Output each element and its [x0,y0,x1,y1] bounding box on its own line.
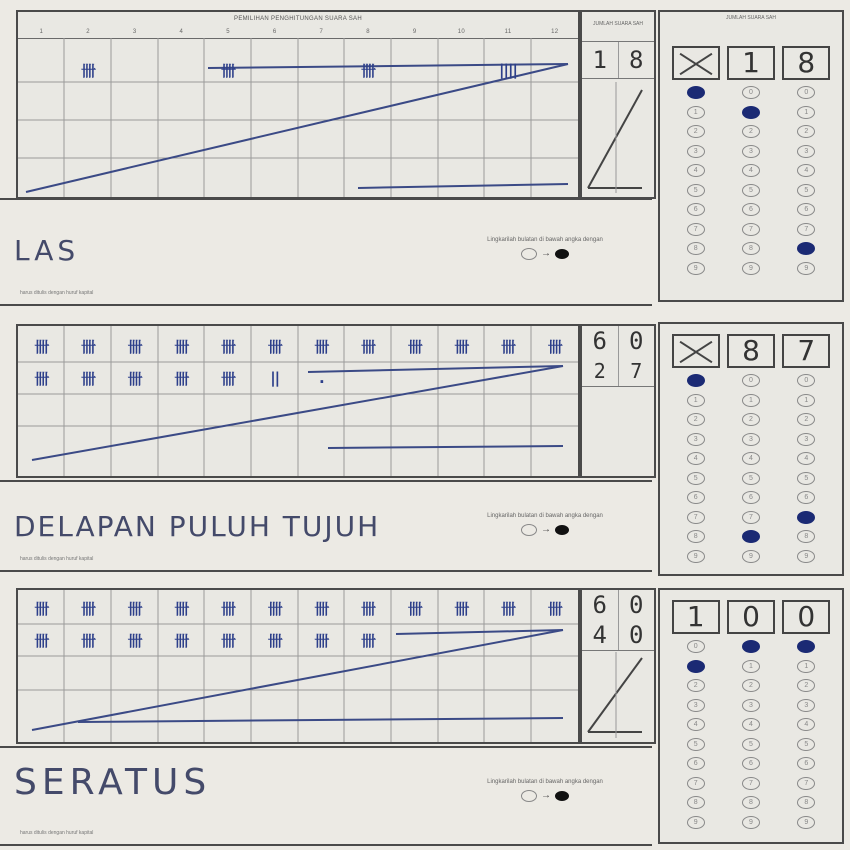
tally-cell [18,594,65,622]
tally-line-1 [18,332,578,360]
tally-mark: 卌 [547,337,562,356]
answer-bubble[interactable]: 6 [687,203,705,216]
answer-bubble[interactable]: 9 [797,262,815,275]
bubble-column [672,640,720,835]
count-digits-row-bottom [582,356,654,387]
answer-bubble[interactable]: 4 [797,452,815,465]
answer-bubble[interactable]: 2 [797,413,815,426]
panel-header [660,324,842,334]
count-digit: 7 [618,356,655,386]
answer-bubble[interactable]: 8 [742,796,760,809]
tally-mark: 卌 [314,631,329,650]
tally-cell [111,594,158,622]
tally-mark: 卌 [220,61,235,80]
answer-bubble[interactable]: 6 [797,491,815,504]
tally-cell [298,626,345,654]
tally-cell [345,626,392,654]
tally-mark: 卌 [314,337,329,356]
bubble-panel-1 [658,10,844,302]
digit-box-hundreds: 1 [672,600,720,634]
tally-cell [251,364,298,392]
tally-section-1 [0,0,850,312]
count-strike-line [582,652,650,738]
tally-cell [438,364,485,392]
tally-line-2 [18,626,578,654]
tally-cell [298,56,438,84]
answer-bubble[interactable]: 7 [742,223,760,236]
tally-cell [438,626,485,654]
column-number: 12 [551,29,559,35]
tally-cell [158,332,205,360]
answer-bubble[interactable] [687,374,705,387]
column-number: 1 [39,29,44,35]
answer-bubble[interactable]: 1 [797,106,815,119]
count-digit: 2 [593,359,606,383]
answer-bubble[interactable]: 7 [797,223,815,236]
answer-bubble[interactable] [687,660,705,673]
tally-cell [158,56,298,84]
column-number: 9 [412,29,417,35]
instruction-text: Lingkarilah bulatan di bawah angka dengan [487,513,603,519]
digit-box-hundreds [672,334,720,368]
count-digit: 4 [592,621,607,649]
answer-bubble[interactable]: 4 [797,718,815,731]
answer-bubble[interactable]: 8 [742,242,760,255]
tally-mark: 卌 [81,599,96,618]
answer-bubble[interactable]: 1 [742,394,760,407]
answer-bubble[interactable]: 9 [687,262,705,275]
answer-bubble[interactable]: 6 [797,203,815,216]
tally-title: PEMILIHAN PENGHITUNGAN SUARA SAH [234,16,362,22]
tally-cell [531,364,578,392]
tally-mark: 卌 [314,599,329,618]
count-digits-row-bottom [582,620,654,651]
tally-cell [111,626,158,654]
tally-cell [205,332,252,360]
tally-mark: 卌 [34,599,49,618]
digit-box-tens: 1 [727,46,775,80]
answer-bubble[interactable]: 5 [687,184,705,197]
answer-bubble[interactable]: 7 [797,777,815,790]
written-amount-area-1 [0,198,652,306]
arrow-icon: → [541,248,551,259]
count-digit: 0 [618,590,655,620]
answer-bubble[interactable]: 7 [687,777,705,790]
tally-mark: 卌 [267,631,282,650]
bubble-column [672,374,720,569]
tally-mark: 卌 [127,599,142,618]
tally-cell [18,364,65,392]
answer-bubble[interactable]: 5 [687,738,705,751]
digit-box-ones: 0 [782,600,830,634]
answer-bubble[interactable] [797,511,815,524]
bubble-column [727,640,775,835]
answer-bubble[interactable]: 6 [797,757,815,770]
column-number: 10 [457,29,466,35]
written-amount: SERATUS [14,762,212,803]
tally-grid-3 [16,588,580,744]
tally-cell [298,332,345,360]
answer-bubble[interactable]: 3 [742,699,760,712]
answer-bubble[interactable]: 2 [742,413,760,426]
tally-mark: || [270,369,280,387]
tally-cell [345,364,392,392]
tally-mark: 卌 [81,337,96,356]
tally-mark: 卌 [407,599,422,618]
answer-bubble[interactable]: 5 [687,472,705,485]
tally-grid-1 [16,10,580,199]
answer-bubble[interactable]: 2 [797,679,815,692]
tally-mark: 卌 [174,369,189,388]
count-digits-row-top [582,590,654,620]
answer-bubble[interactable]: 7 [742,777,760,790]
written-amount: DELAPAN PULUH TUJUH [14,510,381,543]
answer-bubble[interactable]: 3 [687,145,705,158]
instruction-text: Lingkarilah bulatan di bawah angka dengan [487,237,603,243]
vote-count-box-3 [580,588,656,744]
answer-bubble[interactable]: 2 [742,679,760,692]
answer-bubble[interactable]: 2 [687,679,705,692]
tally-cell [18,626,65,654]
tally-cell [251,626,298,654]
tally-mark: 卌 [221,599,236,618]
count-digit: 6 [592,591,607,619]
tally-cell [65,332,112,360]
answer-bubble[interactable]: 1 [797,394,815,407]
written-amount-area-2 [0,480,652,572]
tally-mark: 卌 [221,337,236,356]
empty-bubble-icon [521,248,537,260]
tally-cell [531,626,578,654]
answer-bubble[interactable]: 9 [797,816,815,829]
tally-mark: 卌 [127,369,142,388]
footnote: harus ditulis dengan huruf kapital [20,290,94,296]
answer-bubble[interactable]: 3 [797,699,815,712]
column-number: 2 [86,29,90,35]
fill-legend [450,248,640,260]
tally-mark: . [319,369,324,387]
count-digit: 0 [618,326,655,356]
tally-line-1 [18,594,578,622]
answer-bubble[interactable]: 9 [687,550,705,563]
answer-bubble[interactable]: 9 [797,550,815,563]
tally-cell [158,594,205,622]
answer-bubble[interactable]: 8 [797,530,815,543]
tally-cell [438,332,485,360]
answer-bubble[interactable]: 5 [742,472,760,485]
tally-mark: 卌 [454,599,469,618]
answer-bubble[interactable]: 6 [742,757,760,770]
bubble-column [727,374,775,569]
fill-instruction [450,778,640,802]
tally-mark: |||| [499,61,517,79]
answer-bubble[interactable]: 3 [742,145,760,158]
bubble-columns-2 [660,368,842,569]
answer-bubble[interactable]: 4 [742,164,760,177]
answer-bubble[interactable]: 6 [687,757,705,770]
tally-mark: 卌 [454,337,469,356]
tally-section-2 [0,318,850,574]
answer-bubble[interactable]: 8 [687,796,705,809]
answer-bubble[interactable]: 6 [742,203,760,216]
tally-mark: 卌 [221,631,236,650]
tally-cell [391,594,438,622]
tally-cell [345,594,392,622]
count-strike-line [582,82,650,193]
count-digit: 6 [592,327,607,355]
column-number: 4 [179,29,184,35]
answer-bubble[interactable]: 4 [687,164,705,177]
footnote: harus ditulis dengan huruf kapital [20,556,94,562]
tally-cell [391,332,438,360]
answer-bubble[interactable] [687,86,705,99]
instruction-text: Lingkarilah bulatan di bawah angka dengan [487,779,603,785]
answer-bubble[interactable]: 7 [687,511,705,524]
answer-bubble[interactable] [742,640,760,653]
tally-mark: 卌 [127,337,142,356]
column-number: 11 [504,29,512,35]
bubble-column [727,86,775,281]
empty-bubble-icon [521,790,537,802]
answer-bubble[interactable]: 3 [742,433,760,446]
answer-bubble[interactable]: 5 [797,738,815,751]
answer-bubble[interactable]: 4 [742,452,760,465]
tally-mark: 卌 [127,631,142,650]
panel-header: JUMLAH SUARA SAH [725,15,776,21]
written-amount: LAS [14,234,80,267]
answer-bubble[interactable]: 3 [687,433,705,446]
answer-bubble[interactable]: 2 [687,413,705,426]
tally-line-2 [18,364,578,392]
column-number: 7 [319,29,324,35]
answer-bubble[interactable]: 8 [797,796,815,809]
tally-cell [111,364,158,392]
digit-box-ones: 7 [782,334,830,368]
tally-mark: 卌 [81,631,96,650]
answer-bubble[interactable]: 9 [742,816,760,829]
tally-mark: 卌 [174,599,189,618]
tally-cell [345,332,392,360]
answer-bubble[interactable]: 4 [687,452,705,465]
answer-bubble[interactable] [742,530,760,543]
bubble-columns-1 [660,80,842,281]
tally-cell [18,332,65,360]
answer-bubble[interactable] [797,640,815,653]
fill-instruction [450,512,640,536]
tally-mark: 卌 [361,337,376,356]
tally-cell [158,626,205,654]
answer-bubble[interactable]: 1 [687,394,705,407]
answer-bubble[interactable]: 6 [687,491,705,504]
tally-cell [251,332,298,360]
answer-bubble[interactable]: 2 [797,125,815,138]
tally-mark: 卌 [221,369,236,388]
answer-bubble[interactable]: 8 [687,242,705,255]
answer-bubble[interactable]: 5 [742,738,760,751]
tally-cell [205,364,252,392]
tally-mark: 卌 [361,599,376,618]
answer-bubble[interactable]: 4 [742,718,760,731]
tally-cell [485,364,532,392]
answer-bubble[interactable]: 8 [687,530,705,543]
count-digits-row-top [582,326,654,356]
answer-bubble[interactable]: 4 [687,718,705,731]
answer-bubble[interactable]: 3 [797,433,815,446]
column-number: 3 [132,29,137,35]
answer-bubble[interactable]: 0 [742,86,760,99]
answer-bubble[interactable]: 1 [742,660,760,673]
tally-cell [391,364,438,392]
vote-count-box-1 [580,10,656,199]
fill-legend [450,790,640,802]
tally-grid-2 [16,324,580,478]
tally-mark: 卌 [34,337,49,356]
answer-bubble[interactable]: 5 [797,184,815,197]
tally-cell [485,626,532,654]
tally-cell [298,364,345,392]
tally-cell [298,594,345,622]
digit-boxes-2 [660,334,842,368]
tally-mark: 卌 [360,61,375,80]
filled-bubble-icon [555,525,569,535]
answer-bubble[interactable]: 2 [742,125,760,138]
answer-bubble[interactable]: 6 [742,491,760,504]
tally-cell [111,332,158,360]
bubble-column [782,374,830,569]
digit-box-tens: 8 [727,334,775,368]
answer-bubble[interactable]: 3 [797,145,815,158]
digit-box-hundreds [672,46,720,80]
answer-bubble[interactable]: 0 [742,374,760,387]
tally-cell [485,332,532,360]
tally-mark: 卌 [407,337,422,356]
bubble-column [672,86,720,281]
tally-mark: 卌 [34,631,49,650]
tally-cell [391,626,438,654]
answer-bubble[interactable]: 9 [742,262,760,275]
tally-mark: 卌 [501,599,516,618]
answer-bubble[interactable]: 5 [742,184,760,197]
empty-bubble-icon [521,524,537,536]
filled-bubble-icon [555,791,569,801]
answer-bubble[interactable]: 9 [742,550,760,563]
bubble-column [782,640,830,835]
tally-cell [158,364,205,392]
fill-legend [450,524,640,536]
footnote: harus ditulis dengan huruf kapital [20,830,94,836]
filled-bubble-icon [555,249,569,259]
column-number: 8 [366,29,370,35]
answer-bubble[interactable]: 2 [687,125,705,138]
answer-bubble[interactable]: 0 [797,86,815,99]
count-digit: 8 [618,42,655,78]
panel-header [660,590,842,600]
tally-cell [251,594,298,622]
tally-cell [531,594,578,622]
tally-cell [438,594,485,622]
tally-mark: 卌 [547,599,562,618]
vote-count-box-2 [580,324,656,478]
arrow-icon: → [541,524,551,535]
tally-mark: 卌 [501,337,516,356]
tally-cell [65,594,112,622]
tally-cell [65,364,112,392]
digit-box-tens: 0 [727,600,775,634]
tally-line-1 [18,56,578,84]
answer-bubble[interactable]: 5 [797,472,815,485]
count-digits-row-1 [582,42,654,79]
count-digit: 1 [592,46,607,74]
tally-cell [485,594,532,622]
tally-mark: 卌 [267,599,282,618]
tally-cell [438,56,578,84]
tally-mark: 卌 [80,61,95,80]
tally-cell [18,56,158,84]
bubble-columns-3 [660,634,842,835]
answer-bubble[interactable]: 1 [797,660,815,673]
tally-mark: 卌 [81,369,96,388]
tally-mark: 卌 [174,337,189,356]
answer-bubble[interactable] [742,106,760,119]
column-number: 6 [272,29,277,35]
arrow-icon: → [541,790,551,801]
tally-cell [205,594,252,622]
answer-bubble[interactable]: 0 [797,374,815,387]
tally-cell [531,332,578,360]
answer-bubble[interactable] [797,242,815,255]
answer-bubble[interactable]: 7 [687,223,705,236]
tally-cell [205,626,252,654]
answer-bubble[interactable]: 1 [687,106,705,119]
count-digit: 0 [618,620,655,650]
written-amount-area-3 [0,746,652,846]
digit-boxes-3 [660,600,842,634]
column-number: 5 [226,29,230,35]
tally-section-3 [0,580,850,850]
tally-mark: 卌 [34,369,49,388]
bubble-panel-2 [658,322,844,576]
fill-instruction [450,236,640,260]
answer-bubble[interactable]: 7 [742,511,760,524]
tally-cell [65,626,112,654]
tally-mark: 卌 [267,337,282,356]
answer-bubble[interactable]: 0 [687,640,705,653]
bubble-column [782,86,830,281]
tally-grid-lines [18,12,578,197]
tally-mark: 卌 [174,631,189,650]
answer-bubble[interactable]: 9 [687,816,705,829]
tally-mark: 卌 [361,631,376,650]
answer-bubble[interactable]: 3 [687,699,705,712]
count-header: JUMLAH SUARA SAH [582,12,654,42]
answer-bubble[interactable]: 4 [797,164,815,177]
digit-boxes-1 [660,46,842,80]
digit-box-ones: 8 [782,46,830,80]
bubble-panel-3 [658,588,844,844]
